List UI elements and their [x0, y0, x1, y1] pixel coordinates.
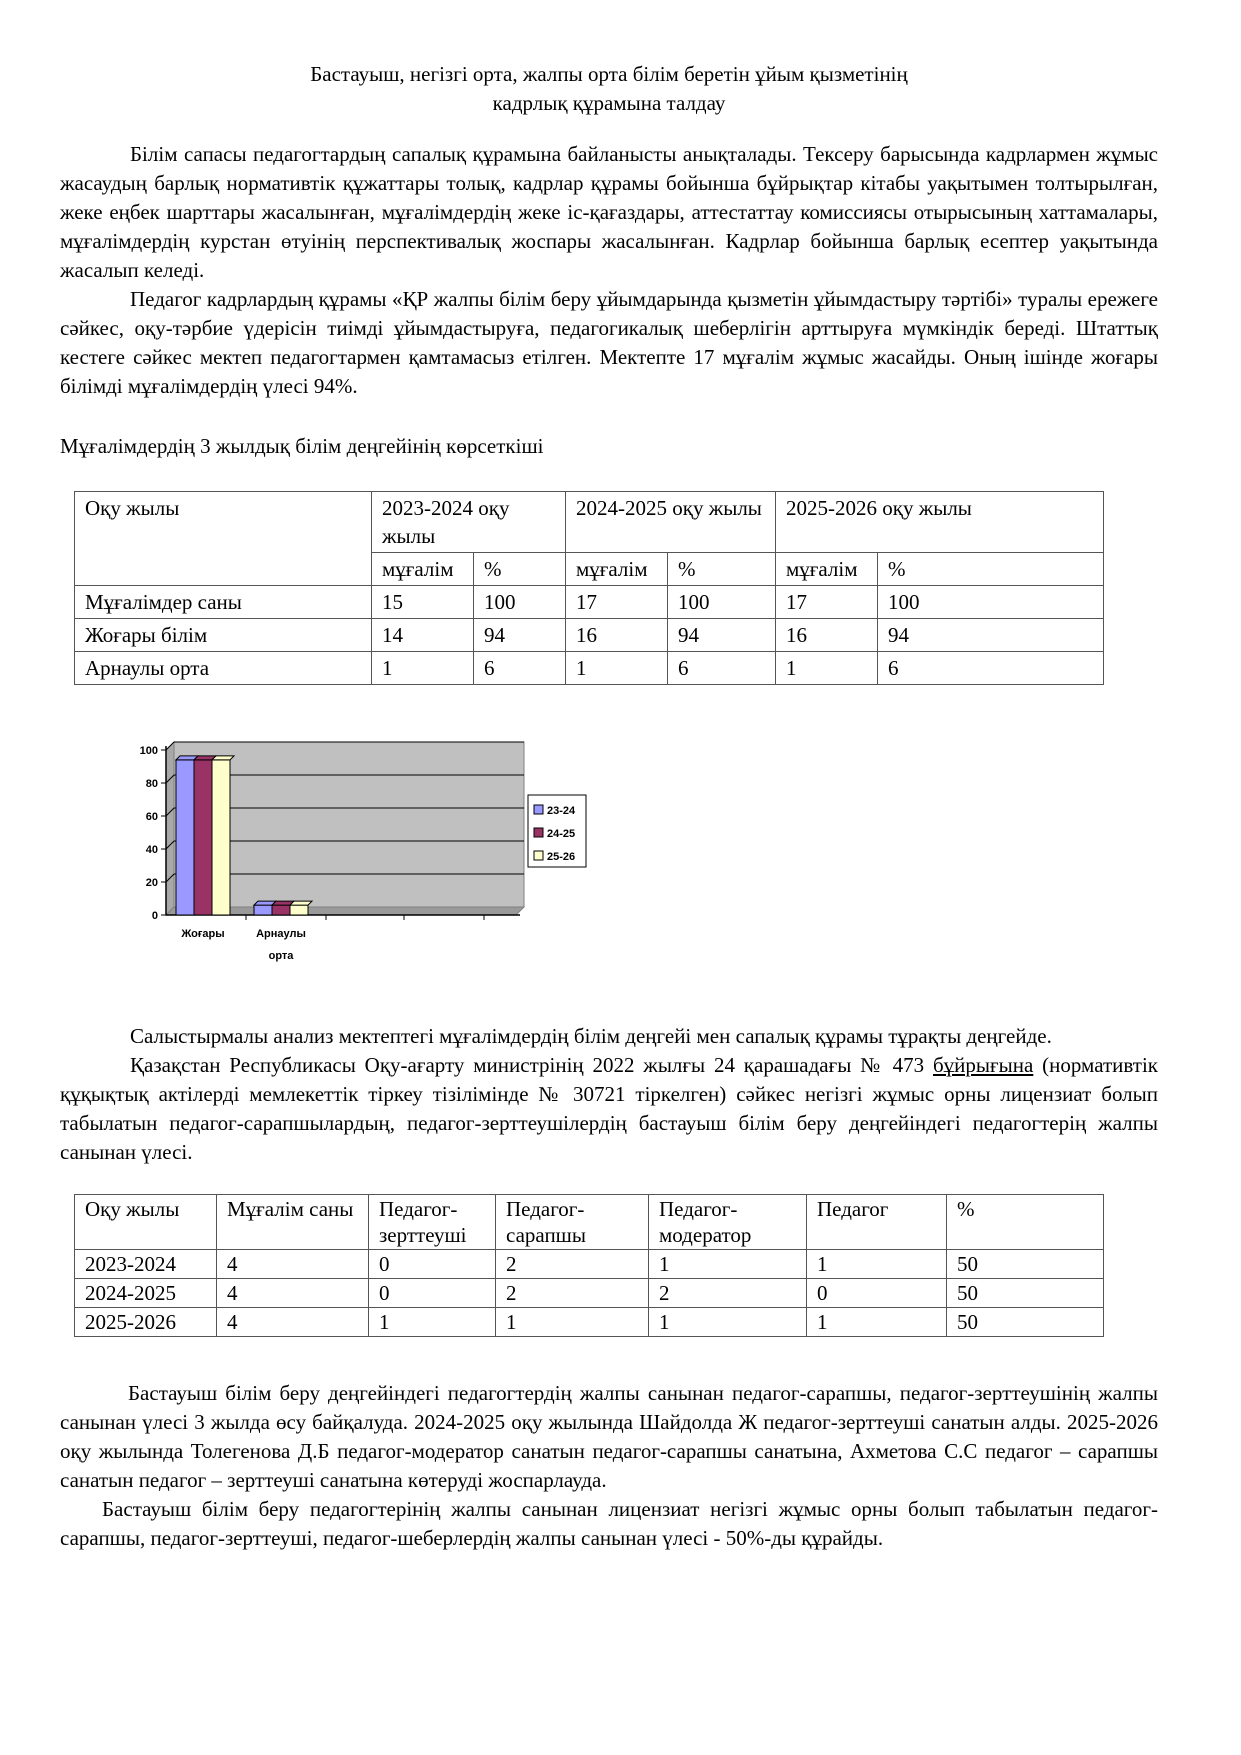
order-text-after: (нормативтік құқықтық актілерді мемлекеттік тіркеу тізілімінде № 30721 тіркелген) сәйкес негізгі жұмыс орны лицензиат болып табылатын педагог-сарапшылардың, педагог-зерттеушілердің бастауыш білім беру деңгейіндегі педагогтерің жалпы санынан үлесі.: [60, 1053, 1159, 1164]
legend-swatch: [534, 851, 543, 860]
table-row: [75, 1279, 1104, 1308]
bar: [176, 760, 194, 915]
table-cell: 6: [474, 652, 566, 685]
bar: [290, 905, 308, 915]
order-text-before: Қазақстан Республикасы Оқу-ағарту министрінің 2022 жылғы 24 қарашадағы № 473: [130, 1053, 933, 1077]
table-cell: 6: [668, 652, 776, 685]
table1-corner: Оқу жылы: [75, 492, 372, 586]
y-tick-label: 80: [145, 778, 158, 790]
x-tick-label: Жоғары: [181, 928, 225, 940]
table-cell: 4: [217, 1279, 369, 1308]
order-link[interactable]: бұйрығына: [932, 1053, 1034, 1077]
table1-year-header: 2025-2026 оқу жылы: [776, 492, 1104, 553]
table-cell: 16: [566, 619, 668, 652]
paragraph-share: Бастауыш білім беру педагогтерінің жалпы санынан лицензиат негізгі жұмыс орны болып табылатын педагог-сарапшы, педагог-зерттеуші, педагог-шеберлердің жалпы санынан үлесі - 50%-ды құрайды.: [60, 1497, 1158, 1550]
table-cell: 2023-2024: [75, 1250, 217, 1279]
x-tick-label: Арнаулы: [256, 928, 306, 940]
table-cell: 2025-2026: [75, 1308, 217, 1337]
table-cell: 1: [496, 1308, 649, 1337]
table1-subheader: %: [474, 553, 566, 586]
table-cell: 50: [947, 1279, 1104, 1308]
table-cell: 6: [878, 652, 1104, 685]
y-tick-label: 0: [151, 910, 158, 922]
table-cell: 1: [776, 652, 878, 685]
title-line-2: кадрлық құрамына талдау: [492, 91, 726, 115]
y-tick-label: 100: [139, 745, 158, 757]
table-cell: 0: [369, 1250, 496, 1279]
table-cell: 15: [372, 586, 474, 619]
legend-swatch: [534, 805, 543, 814]
table-cell: 0: [807, 1279, 947, 1308]
table-cell: 2: [496, 1250, 649, 1279]
table-row: [75, 1308, 1104, 1337]
table1-subheader: мұғалім: [776, 553, 878, 586]
table-cell: 94: [474, 619, 566, 652]
table-row: [75, 619, 1104, 652]
table1-subheader: %: [668, 553, 776, 586]
table-cell: 0: [369, 1279, 496, 1308]
bar-top: [212, 756, 234, 760]
table-cell: 1: [649, 1250, 807, 1279]
table-cell: 100: [878, 586, 1104, 619]
chart-svg: [70, 698, 700, 998]
table1-subheader: мұғалім: [566, 553, 668, 586]
table-cell: 94: [878, 619, 1104, 652]
y-tick-label: 40: [145, 844, 158, 856]
paragraph-staff: Педагог кадрлардың құрамы «ҚР жалпы білім беру ұйымдарында қызметін ұйымдастыру тәртібі» туралы ережеге сәйкес, оқу-тәрбие үдерісін тиімді ұйымдастыруға, педагогикалық шеберлігін арттыруға мүмкіндік береді. Штаттық кестеге сәйкес мектеп педагогтармен қамтамасыз етілген. Мектепте 17 мұғалім жұмыс жасайды. Оның ішінде жоғары білімді мұғалімдердің үлесі 94%.: [60, 287, 1158, 398]
table1-year-header: 2024-2025 оқу жылы: [566, 492, 776, 553]
table-cell: 100: [474, 586, 566, 619]
table-row: [75, 586, 1104, 619]
table-cell: 1: [566, 652, 668, 685]
bar-top: [290, 901, 312, 905]
table-cell: 4: [217, 1250, 369, 1279]
table-cell: 2: [496, 1279, 649, 1308]
table1-caption: Мұғалімдердің 3 жылдық білім деңгейінің көрсеткіші: [60, 434, 544, 458]
y-tick-label: 60: [145, 811, 158, 823]
row-label: Мұғалімдер саны: [75, 586, 372, 619]
table-row: [75, 1250, 1104, 1279]
table2-header: Педагог-модератор: [649, 1195, 807, 1250]
paragraph-quality: Білім сапасы педагогтардың сапалық құрамына байланысты анықталады. Тексеру барысында кадрлармен жұмыс жасаудың барлық нормативтік құжаттары толық, кадрлар құрамы бойынша бұйрықтар кітабы уақытымен толтырылған, жеке еңбек шарттары жасалынған, мұғалімдердің жеке іс-қағаздары, аттестаттау комиссиясы отырысының хаттамалары, мұғалімдердің курстан өтуінің перспективалық жоспары жасалынған. Кадрлар бойынша барлық есептер уақытында жасалып келеді.: [60, 142, 1158, 282]
paragraph-growth: Бастауыш білім беру деңгейіндегі педагогтердің жалпы санынан педагог-сарапшы, педагог-зерттеушінің жалпы санынан үлесі 3 жылда өсу байқалуда. 2024-2025 оқу жылында Шайдолда Ж педагог-зерттеуші санатын алды. 2025-2026 оқу жылында Толегенова Д.Б педагог-модератор санатын педагог-сарапшы санатына, Ахметова С.С педагог – сарапшы санатын педагог – зерттеуші санатына көтеруді жоспарлауда.: [60, 1381, 1158, 1492]
table-cell: 14: [372, 619, 474, 652]
table2-header: Педагог-зерттеуші: [369, 1195, 496, 1250]
table-cell: 2: [649, 1279, 807, 1308]
table-cell: 1: [649, 1308, 807, 1337]
paragraph-order: [60, 1051, 1158, 1167]
table-cell: 16: [776, 619, 878, 652]
legend-label: 24-25: [547, 828, 576, 840]
x-tick-label: орта: [268, 950, 294, 962]
legend-label: 23-24: [547, 805, 576, 817]
table-cell: 1: [369, 1308, 496, 1337]
table-cell: 100: [668, 586, 776, 619]
table1-subheader: %: [878, 553, 1104, 586]
paragraph-comparison: Салыстырмалы анализ мектептегі мұғалімдердің білім деңгейі мен сапалық құрамы тұрақты деңгейде.: [130, 1024, 1052, 1048]
education-level-table: [74, 491, 1104, 685]
bar: [254, 905, 272, 915]
table-cell: 1: [807, 1250, 947, 1279]
table-cell: 1: [372, 652, 474, 685]
table-row: [75, 652, 1104, 685]
table1-subheader: мұғалім: [372, 553, 474, 586]
table-cell: 50: [947, 1250, 1104, 1279]
table2-header: Оқу жылы: [75, 1195, 217, 1250]
title-line-1: Бастауыш, негізгі орта, жалпы орта білім беретін ұйым қызметінің: [310, 62, 908, 86]
document-title: [60, 60, 1158, 118]
table-cell: 17: [566, 586, 668, 619]
bar: [272, 905, 290, 915]
row-label: Жоғары білім: [75, 619, 372, 652]
table-cell: 94: [668, 619, 776, 652]
bar: [194, 760, 212, 915]
document-page: [60, 60, 1158, 461]
table-cell: 17: [776, 586, 878, 619]
legend-swatch: [534, 828, 543, 837]
row-label: Арнаулы орта: [75, 652, 372, 685]
table-cell: 1: [807, 1308, 947, 1337]
table2-header: Мұғалім саны: [217, 1195, 369, 1250]
y-tick-label: 20: [145, 877, 158, 889]
table2-header: Педагог: [807, 1195, 947, 1250]
table-cell: 2024-2025: [75, 1279, 217, 1308]
conclusion-section: [60, 1379, 1158, 1553]
table2-header: %: [947, 1195, 1104, 1250]
table-cell: 50: [947, 1308, 1104, 1337]
analysis-section: [60, 1022, 1158, 1167]
plot-side-wall: [166, 742, 174, 915]
table2-header: Педагог-сарапшы: [496, 1195, 649, 1250]
teacher-category-table: [74, 1194, 1104, 1337]
table1-year-header: 2023-2024 оқу жылы: [372, 492, 566, 553]
legend-label: 25-26: [547, 851, 576, 863]
table-cell: 4: [217, 1308, 369, 1337]
education-bar-chart: [70, 698, 700, 998]
bar: [212, 760, 230, 915]
